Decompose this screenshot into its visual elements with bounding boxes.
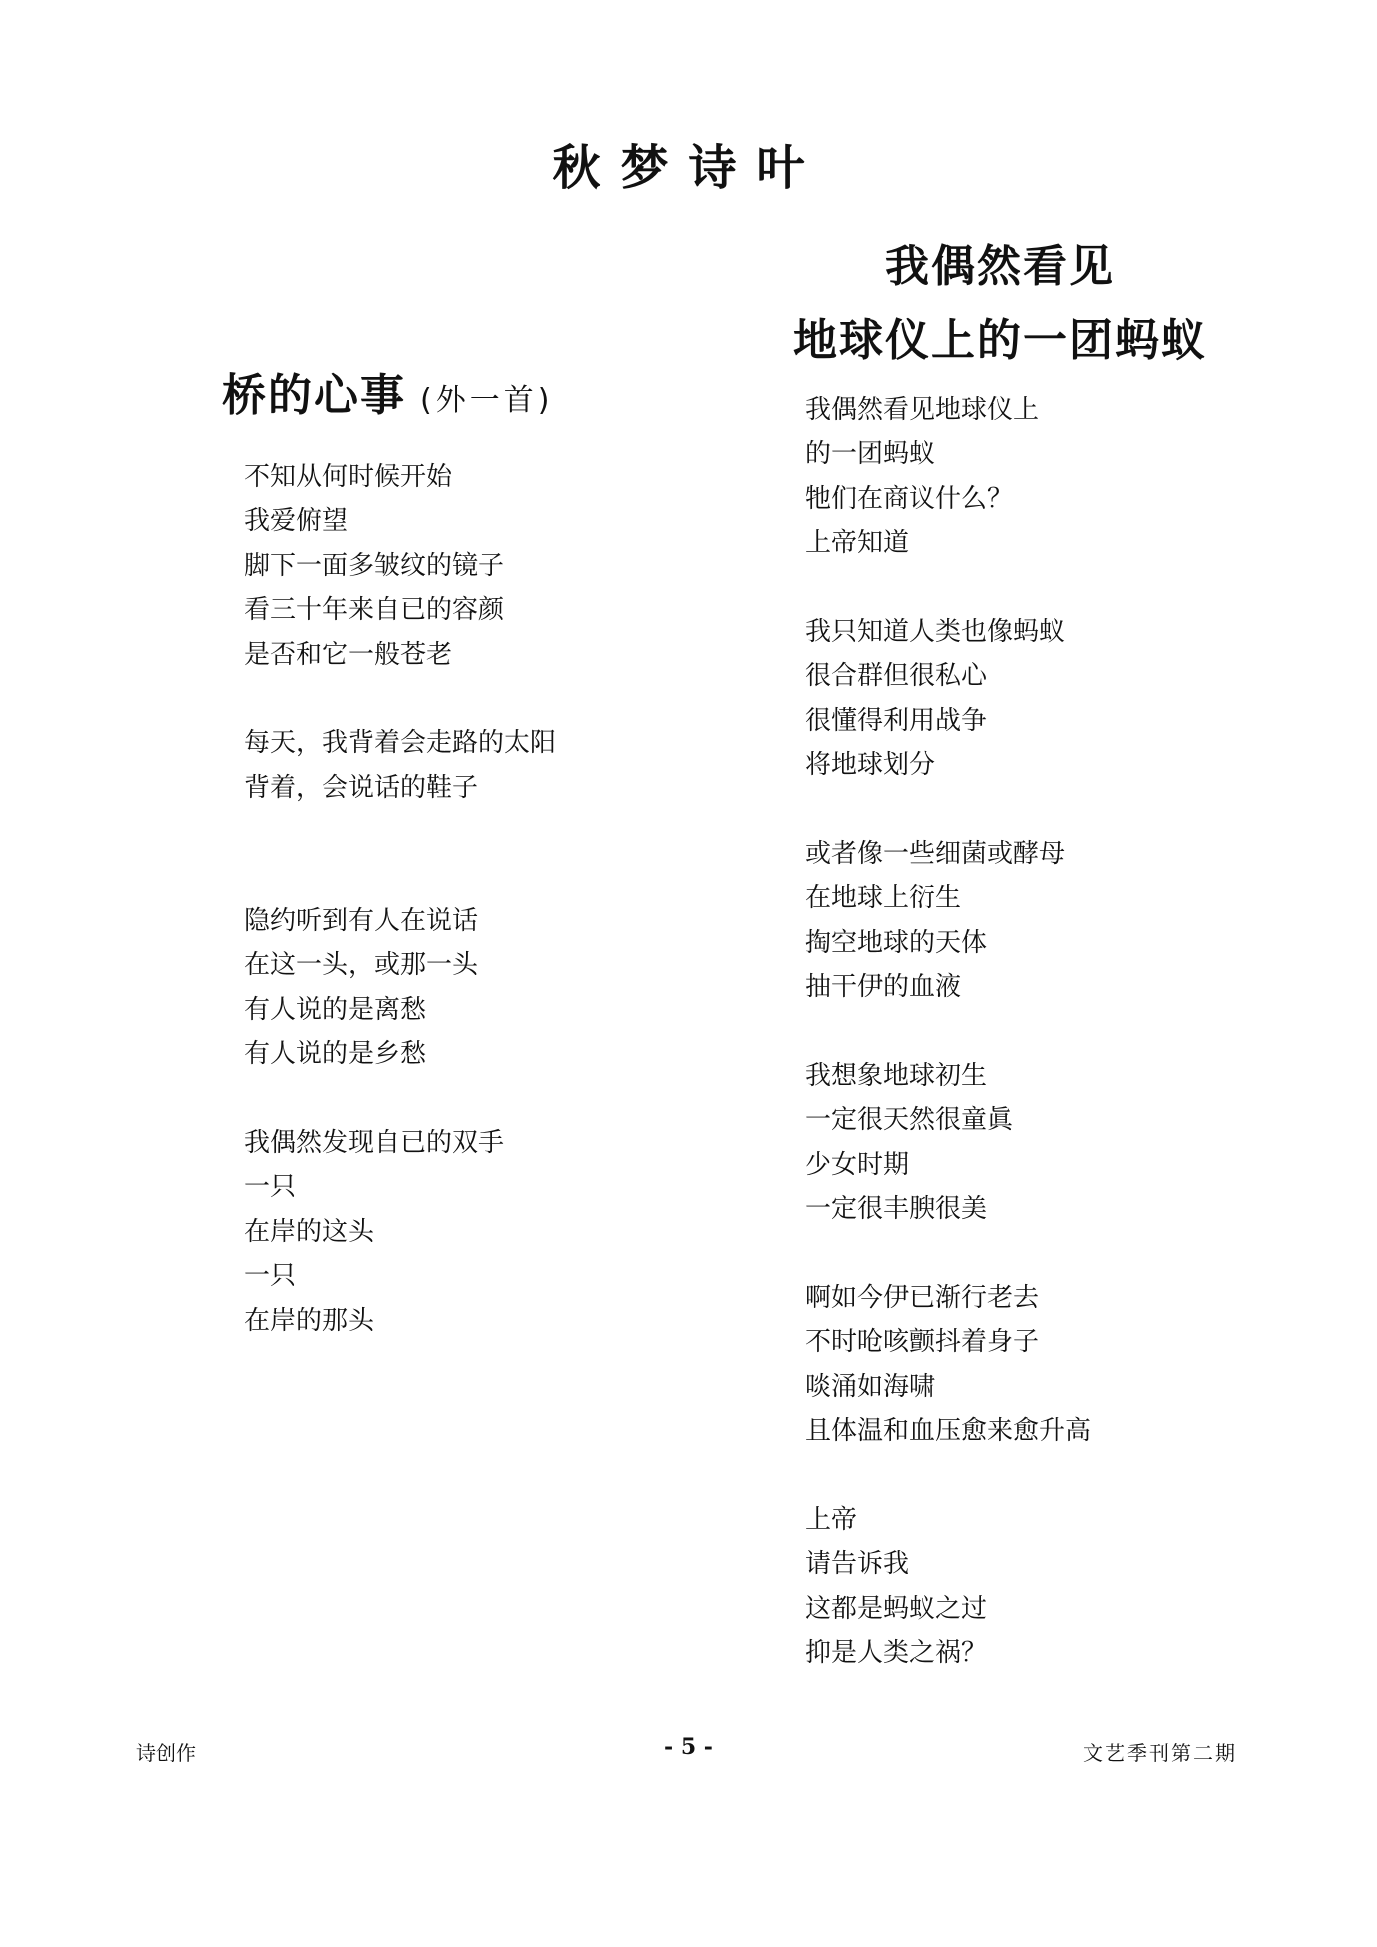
page-title: 秋梦诗叶 (552, 140, 825, 196)
poem-line: 一只 (244, 1172, 297, 1203)
poem-line: 每天，我背着会走路的太阳 (244, 728, 557, 759)
poem1-stanza-3 (244, 899, 644, 1077)
poem-line: 我爱俯望 (244, 506, 349, 537)
poem-line: 抽干伊的血液 (805, 972, 962, 1003)
poem-line: 的一团蚂蚁 (805, 439, 936, 470)
poem-line: 上帝 (805, 1505, 858, 1536)
poem1-stanza-4 (244, 1121, 644, 1343)
poem2-stanza-3 (805, 832, 1225, 1010)
poem2-stanza-1 (805, 388, 1225, 566)
poem-line: 有人说的是离愁 (244, 994, 427, 1025)
poem-line: 少女时期 (805, 1149, 910, 1180)
poem1-stanza-2 (244, 721, 644, 810)
poem-line: 且体温和血压愈来愈升高 (805, 1416, 1092, 1447)
poem-line: 我偶然看见地球仪上 (805, 395, 1040, 425)
poem-line: 隐约听到有人在说话 (244, 906, 479, 937)
poem-line: 一定很丰腴很美 (805, 1194, 988, 1225)
poem1-title (222, 368, 553, 433)
poem-line: 请告诉我 (805, 1549, 910, 1580)
poem2-stanza-6 (805, 1498, 1225, 1676)
poem-line: 我偶然发现自已的双手 (244, 1128, 505, 1159)
poem-line: 或者像一些细菌或酵母 (805, 839, 1066, 870)
poem-line: 脚下一面多皱纹的镜子 (244, 550, 505, 581)
poem-line: 啊如今伊已渐行老去 (805, 1283, 1040, 1314)
poem-line: 这都是蚂蚁之过 (805, 1593, 988, 1624)
poem-line: 看三十年来自已的容颜 (244, 595, 505, 626)
poem2-stanza-4 (805, 1054, 1225, 1232)
poem-line: 在地球上衍生 (805, 883, 962, 914)
poem-line: 一定很天然很童眞 (805, 1105, 1014, 1136)
poem-line: 在岸的那头 (244, 1305, 375, 1336)
poem-line: 很懂得利用战争 (805, 705, 988, 736)
poem-line: 我只知道人类也像蚂蚁 (805, 617, 1066, 648)
poem-line: 我想象地球初生 (805, 1061, 988, 1092)
poem2-stanza-2 (805, 610, 1225, 788)
poem-line: 抑是人类之祸？ (805, 1638, 988, 1669)
poem-line: 有人说的是乡愁 (244, 1039, 427, 1070)
poem-line: 一只 (244, 1261, 297, 1292)
footer-section-label: 诗创作 (136, 1741, 196, 1765)
poem-line: 不知从何时候开始 (244, 462, 453, 492)
poem-line: 在这一头，或那一头 (244, 950, 479, 981)
poem-line: 不时呛咳颤抖着身子 (805, 1327, 1040, 1358)
poem-line: 背着，会说话的鞋子 (244, 772, 479, 803)
poem2-body (805, 388, 1225, 1720)
poem-line: 将地球划分 (805, 750, 936, 781)
poem-line: 是否和它一般苍老 (244, 639, 453, 670)
poem2-title-line: 地球仪上的一团蚂蚁 (793, 315, 1207, 366)
poem1-subtitle: (外一首) (420, 383, 554, 418)
poem-line: 掏空地球的天体 (805, 927, 988, 958)
poem2-stanza-5 (805, 1276, 1225, 1454)
poem1-body (244, 455, 644, 1387)
poem2-title (720, 230, 1280, 378)
poem-line: 牠们在商议什么？ (805, 483, 1014, 514)
page-number: - 5 - (664, 1734, 713, 1760)
poem-line: 上帝知道 (805, 528, 910, 559)
poem-line: 啖涌如海啸 (805, 1371, 936, 1402)
poem-line: 很合群但很私心 (805, 661, 988, 692)
poem1-title-main: 桥的心事 (222, 370, 406, 421)
poem2-title-line: 我偶然看见 (885, 241, 1115, 292)
poem1-stanza-1 (244, 455, 644, 677)
poem-line: 在岸的这头 (244, 1216, 375, 1247)
footer-publication: 文艺季刊第二期 (1083, 1741, 1237, 1765)
